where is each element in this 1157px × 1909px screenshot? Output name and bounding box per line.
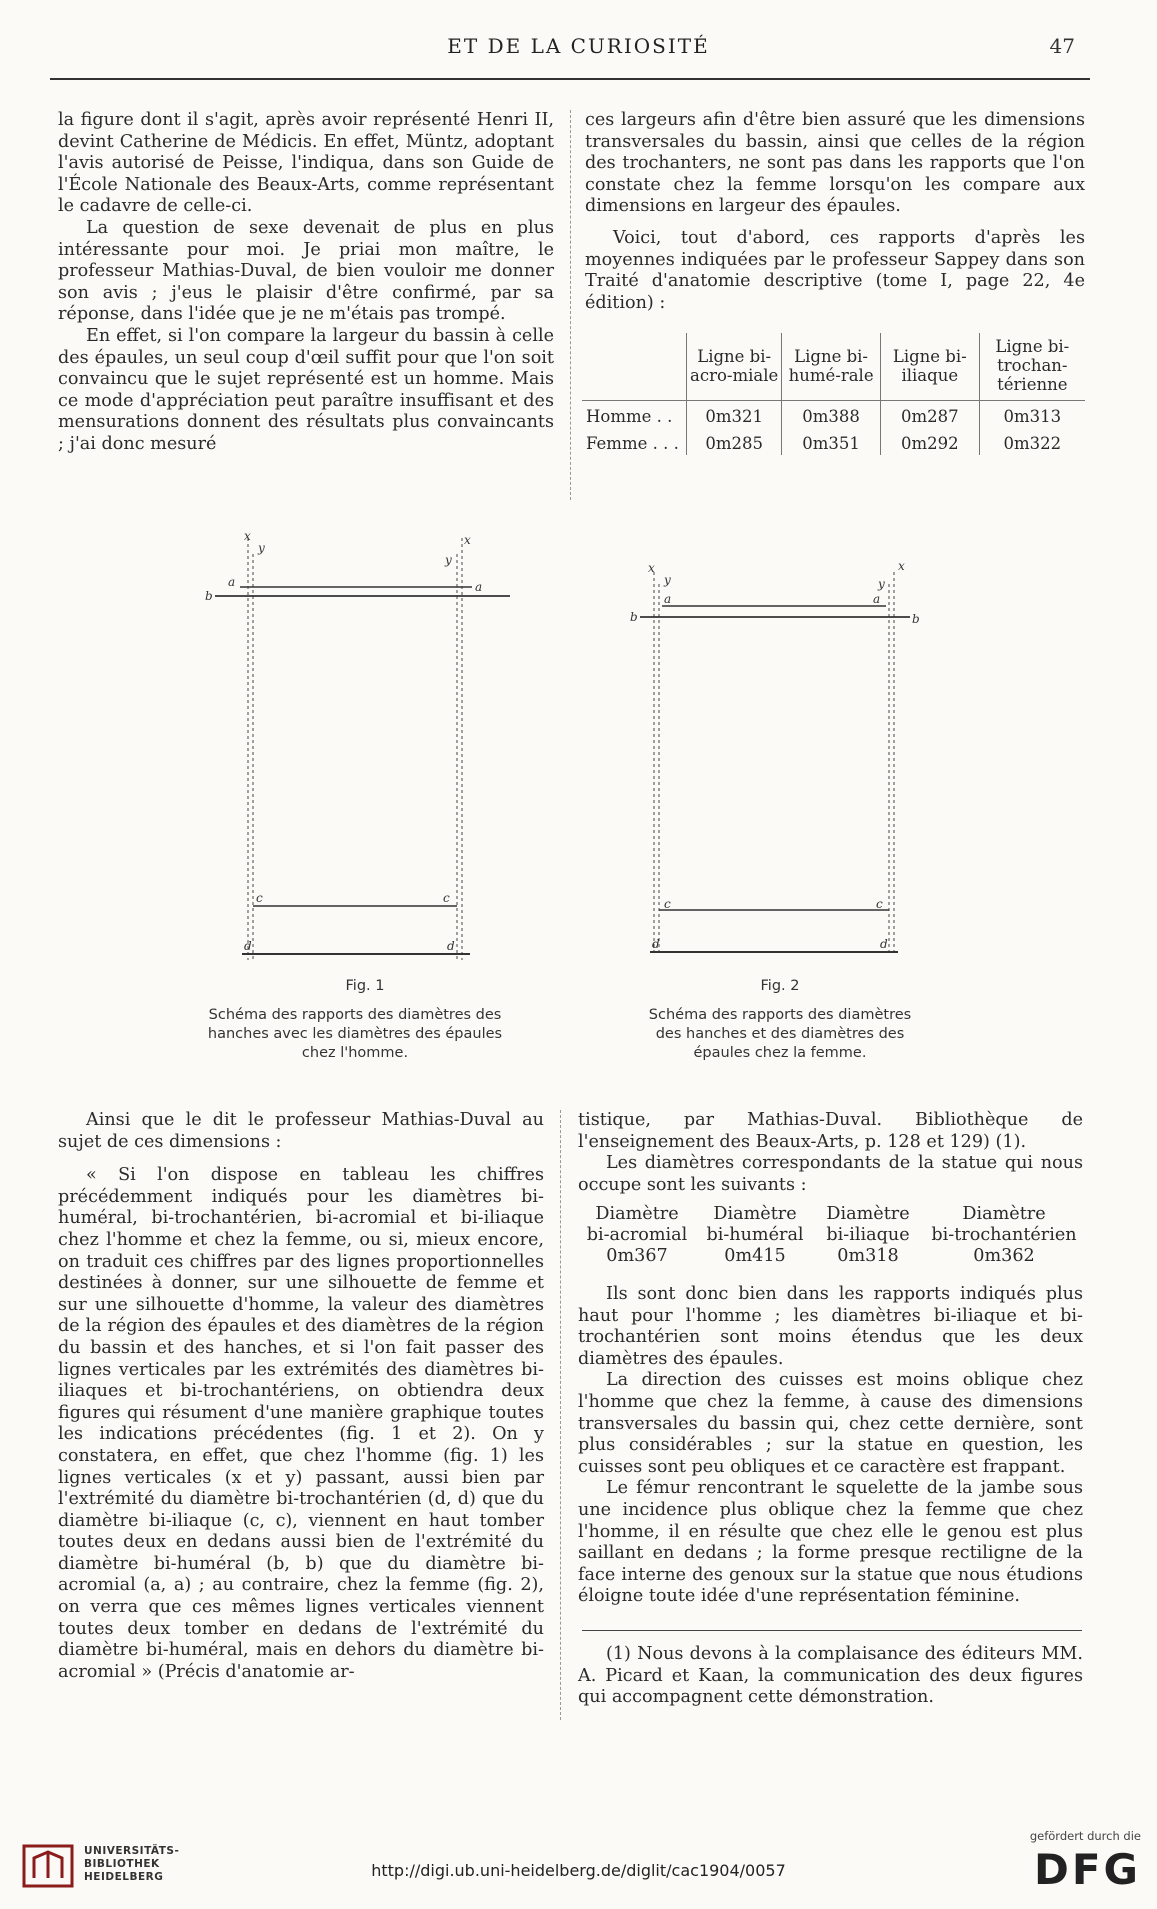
diagram-label-a: a [873,592,881,606]
diagram-label-d: d [244,939,252,953]
diagram-label-a: a [228,575,236,589]
column-divider [560,1110,561,1720]
diameter-column [814,1204,922,1267]
paragraph: Ainsi que le dit le professeur Mathias-Duval au sujet de ces dimensions : [58,1110,544,1152]
figure-2-label: Fig. 2 [760,978,800,994]
diagram-label-c: c [256,891,263,905]
paragraph: Les diamètres correspondants de la statue qui nous occupe sont les suivants : [578,1153,1083,1195]
paragraph: La question de sexe devenait de plus en plus intéressante pour moi. Je priai mon maître, le professeur Mathias-Duval, de bien vouloir me donner son avis ; j'eus le plaisir d'être confirmé, par sa réponse, dans l'idée que je ne m'étais pas trompé. [58,217,554,325]
right-column-continued [578,1284,1083,1608]
figure-2-diagram [630,558,930,958]
dfg-logo: DFG [1033,1845,1141,1894]
left-column-top [58,110,554,456]
table-row-label: Femme . . . [586,434,679,453]
header-rule [50,78,1090,80]
diagram-label-y: y [258,541,265,555]
diagram-label-b: b [630,610,638,624]
column-divider [570,110,571,500]
quotation-paragraph: « Si l'on dispose en tableau les chiffres précédemment indiqués pour les diamètres bi-huméral, bi-trochantérien, bi-acromial et bi-iliaque chez l'homme et chez la femme, ou si, mieux encore, on traduit ces chiffres par des lignes proportionnelles destinées à donner, sur une silhouette de femme et sur une silhouette d'homme, la valeur des diamètres de la région des épaules et des diamètres de la région du bassin et des hanches, et si l'on fait passer des lignes verticales par les extrémités des diamètres bi-iliaques et bi-trochantériens, on obtiendra deux figures qui résument d'une manière graphique toutes les indications précédentes (fig. 1 et 2). On y constatera, en effet, que chez l'homme (fig. 1) les lignes verticales (x et y) passant, aussi bien par l'extrémité du diamètre bi-trochantérien (d, d) que du diamètre bi-iliaque (c, c), viennent en haut tomber toutes deux en dedans aussi bien de l'extrémité du diamètre bi-huméral (b, b) que du diamètre bi-acromial (a, a) ; au contraire, chez la femme (fig. 2), on verra que ces mêmes lignes verticales viennent toutes deux tomber en dedans de l'extrémité du diamètre bi-huméral, mais en dehors du diamètre bi-acromial » (Précis d'anatomie ar- [58,1165,544,1682]
diameter-subheading: bi-acromial [586,1225,688,1245]
table-cell: 0m388 [782,401,881,429]
funder-text: gefördert durch die [1029,1829,1141,1843]
table-cell: 0m292 [880,428,979,455]
diagram-label-y: y [445,553,452,567]
shoulder-hip-ratio-table [582,333,1085,455]
paragraph: Le fémur rencontrant le squelette de la jambe sous une incidence plus oblique chez la femme que chez l'homme, il en résulte que chez elle le genou est plus saillant en dedans ; la forme presque rectiligne de la face interne des genoux sur la statue que nous étudions éloigne toute idée d'une représentation féminine. [578,1478,1083,1607]
source-url-link[interactable]: http://digi.ub.uni-heidelberg.de/diglit/cac1904/0057 [371,1861,786,1880]
footnote [578,1644,1083,1709]
library-name-line: UNIVERSITÄTS- [84,1845,180,1857]
diagram-label-a: a [475,580,483,594]
footnote-rule [582,1630,1082,1631]
library-name-line: BIBLIOTHEK [84,1858,160,1870]
diameter-heading: Diamètre [713,1204,797,1224]
figure-1-label: Fig. 1 [345,978,385,994]
table-cell: 0m321 [687,401,782,429]
table-header: Ligne bi-trochan-térienne [979,333,1085,401]
table-cell: 0m285 [687,428,782,455]
table-header-empty [582,333,687,401]
diameter-value: 0m367 [606,1246,668,1266]
diameter-heading: Diamètre [826,1204,910,1224]
diameter-column [922,1204,1086,1267]
table-cell: 0m322 [979,428,1085,455]
diameter-subheading: bi-iliaque [826,1225,910,1245]
diagram-label-b: b [205,589,213,603]
diagram-label-y: y [664,573,671,587]
paragraph: tistique, par Mathias-Duval. Bibliothèque de l'enseignement des Beaux-Arts, p. 128 et 129) (1). [578,1110,1083,1152]
diagram-label-d: d [880,937,888,951]
diagram-label-x: x [244,530,251,543]
library-name-line: HEIDELBERG [84,1871,164,1883]
table-row-label: Homme . . [586,407,673,426]
table-header: Ligne bi-iliaque [880,333,979,401]
diagram-label-y: y [878,577,885,591]
paragraph: En effet, si l'on compare la largeur du bassin à celle des épaules, un seul coup d'œil suffit pour que l'on soit convaincu que le sujet représenté est un homme. Mais ce mode d'appréciation peut paraître insuffisant et des mensurations donnent des résultats plus convaincants ; j'ai donc mesuré [58,325,554,454]
paragraph: ces largeurs afin d'être bien assuré que les dimensions transversales du bassin, ainsi que celles de la région des trochanters, ne sont pas dans les rapports que l'on constate chez la femme lorsqu'on les compare aux dimensions en largeur des épaules. [585,110,1085,217]
diameter-column [696,1204,814,1267]
paragraph: Voici, tout d'abord, ces rapports d'après les moyennes indiquées par le professeur Sappey dans son Traité d'anatomie descriptive (tome I, page 22, 4e édition) : [585,227,1085,313]
diagram-label-d: d [447,939,455,953]
diagram-label-x: x [464,533,471,547]
right-column-top [585,110,1085,314]
table-cell: 0m351 [782,428,881,455]
table-header: Ligne bi-acro-miale [687,333,782,401]
table-header-row [582,333,1085,401]
table-cell: 0m287 [880,401,979,429]
diagram-label-c: c [664,897,671,911]
footnote-text: (1) Nous devons à la complaisance des éditeurs MM. A. Picard et Kaan, la communication des deux figures qui accompagnent cette démonstration. [578,1644,1083,1708]
table-row [582,401,1085,429]
diameter-heading: Diamètre [595,1204,679,1224]
left-column-bottom [58,1110,544,1683]
diagram-label-c: c [876,897,883,911]
diameter-value: 0m415 [724,1246,786,1266]
diagram-label-a: a [664,592,672,606]
diagram-label-b: b [912,612,920,626]
paragraph: Ils sont donc bien dans les rapports indiqués plus haut pour l'homme ; les diamètres bi-iliaque et bi-trochantérien sont moins étendus que les deux diamètres des épaules. [578,1284,1083,1369]
figure-1-caption: Schéma des rapports des diamètres des hanches avec les diamètres des épaules chez l'homme. [207,1007,503,1061]
page-number: 47 [1049,34,1075,58]
diagram-label-d: d [652,937,660,951]
diagram-label-x: x [898,559,905,573]
figure-1-diagram [200,530,530,970]
paragraph: la figure dont il s'agit, après avoir représenté Henri II, devint Catherine de Médicis. En effet, Müntz, adoptant l'avis autorisé de Peisse, l'indiqua, dans son Guide de l'École Nationale des Beaux-Arts, comme représentant le cadavre de celle-ci. [58,110,554,217]
diameter-heading: Diamètre [962,1204,1046,1224]
diagram-label-c: c [443,891,450,905]
diagram-label-x: x [648,561,655,575]
diameter-value: 0m318 [837,1246,899,1266]
diameter-subheading: bi-trochantérien [931,1225,1077,1245]
diameter-subheading: bi-huméral [706,1225,804,1245]
right-column-bottom [578,1110,1083,1196]
diameter-value: 0m362 [973,1246,1035,1266]
running-header-title: ET DE LA CURIOSITÉ [447,34,710,58]
figure-2-caption: Schéma des rapports des diamètres des hanches et des diamètres des épaules chez la femme. [648,1007,912,1061]
table-cell: 0m313 [979,401,1085,429]
table-header: Ligne bi-humé-rale [782,333,881,401]
table-row [582,428,1085,455]
diameter-column [578,1204,696,1267]
paragraph: La direction des cuisses est moins oblique chez l'homme que chez la femme, à cause des dimensions transversales du bassin qui, chez cette dernière, sont plus considérables ; sur la statue en question, les cuisses sont peu obliques et ce caractère est frappant. [578,1370,1083,1477]
